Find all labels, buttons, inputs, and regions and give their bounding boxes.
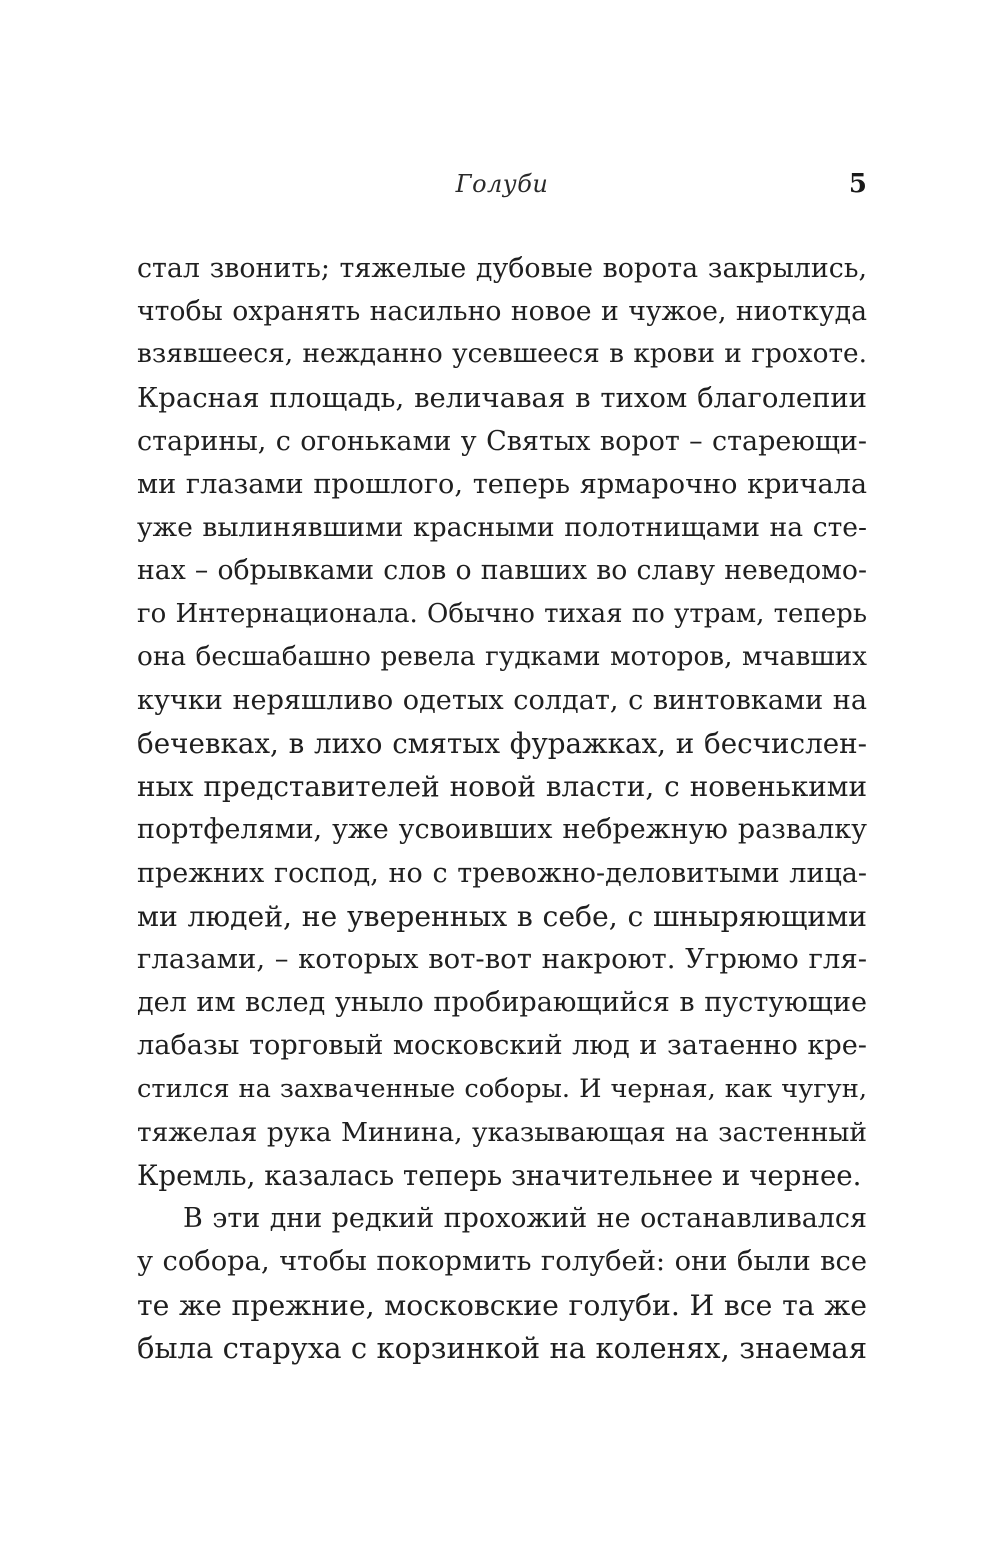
text-line: бечевках, в лихо смятых фуражках, и бесчислен-: [137, 727, 867, 761]
text-line: она бесшабашно ревела гудками моторов, мчавших: [137, 641, 867, 672]
text-line: глазами, – которых вот-вот накроют. Угрюмо гля-: [137, 943, 867, 975]
text-line: лабазы торговый московский люд и затаенно кре-: [137, 1030, 867, 1062]
text-line: Красная площадь, величавая в тихом благолепии: [137, 382, 867, 414]
text-body: [137, 247, 867, 1370]
text-line: нах – обрывками слов о павших во славу неведомо-: [137, 555, 867, 587]
text-line: уже вылинявшими красными полотнищами на сте-: [137, 512, 867, 544]
paragraph-first-line: В эти дни редкий прохожий не останавливался: [183, 1203, 867, 1235]
text-line: стал звонить; тяжелые дубовые ворота закрылись,: [137, 253, 867, 284]
text-line: ми людей, не уверенных в себе, с шныряющими: [137, 899, 867, 933]
text-line: те же прежние, московские голуби. И все та же: [137, 1288, 867, 1322]
page-number: 5: [848, 169, 867, 199]
text-line: ми глазами прошлого, теперь ярмарочно кричала: [137, 468, 867, 500]
text-line: го Интернационала. Обычно тихая по утрам, теперь: [137, 598, 867, 629]
text-line: старины, с огоньками у Святых ворот – стареющи-: [137, 425, 867, 457]
text-line: у собора, чтобы покормить голубей: они были все: [137, 1246, 867, 1278]
text-line: дел им вслед уныло пробирающийся в пустующие: [137, 987, 867, 1019]
text-line: тяжелая рука Минина, указывающая на застенный: [137, 1116, 867, 1148]
text-line: чтобы охранять насильно новое и чужое, ниоткуда: [137, 296, 867, 328]
text-line: прежних господ, но с тревожно-деловитыми лица-: [137, 857, 867, 889]
running-title: Голуби: [455, 170, 549, 198]
text-line: портфелями, уже усвоивших небрежную развалку: [137, 814, 867, 846]
text-line: взявшееся, нежданно усевшееся в крови и грохоте.: [137, 339, 867, 370]
text-line: стился на захваченные соборы. И черная, как чугун,: [137, 1073, 867, 1104]
text-line: была старуха с корзинкой на коленях, знаемая: [137, 1330, 867, 1365]
text-line: кучки неряшливо одетых солдат, с винтовками на: [137, 684, 867, 716]
text-line: ных представителей новой власти, с новенькими: [137, 770, 867, 804]
running-head: [137, 166, 867, 202]
paragraph-end-line: Кремль, казалась теперь значительнее и чернее.: [137, 1158, 862, 1192]
